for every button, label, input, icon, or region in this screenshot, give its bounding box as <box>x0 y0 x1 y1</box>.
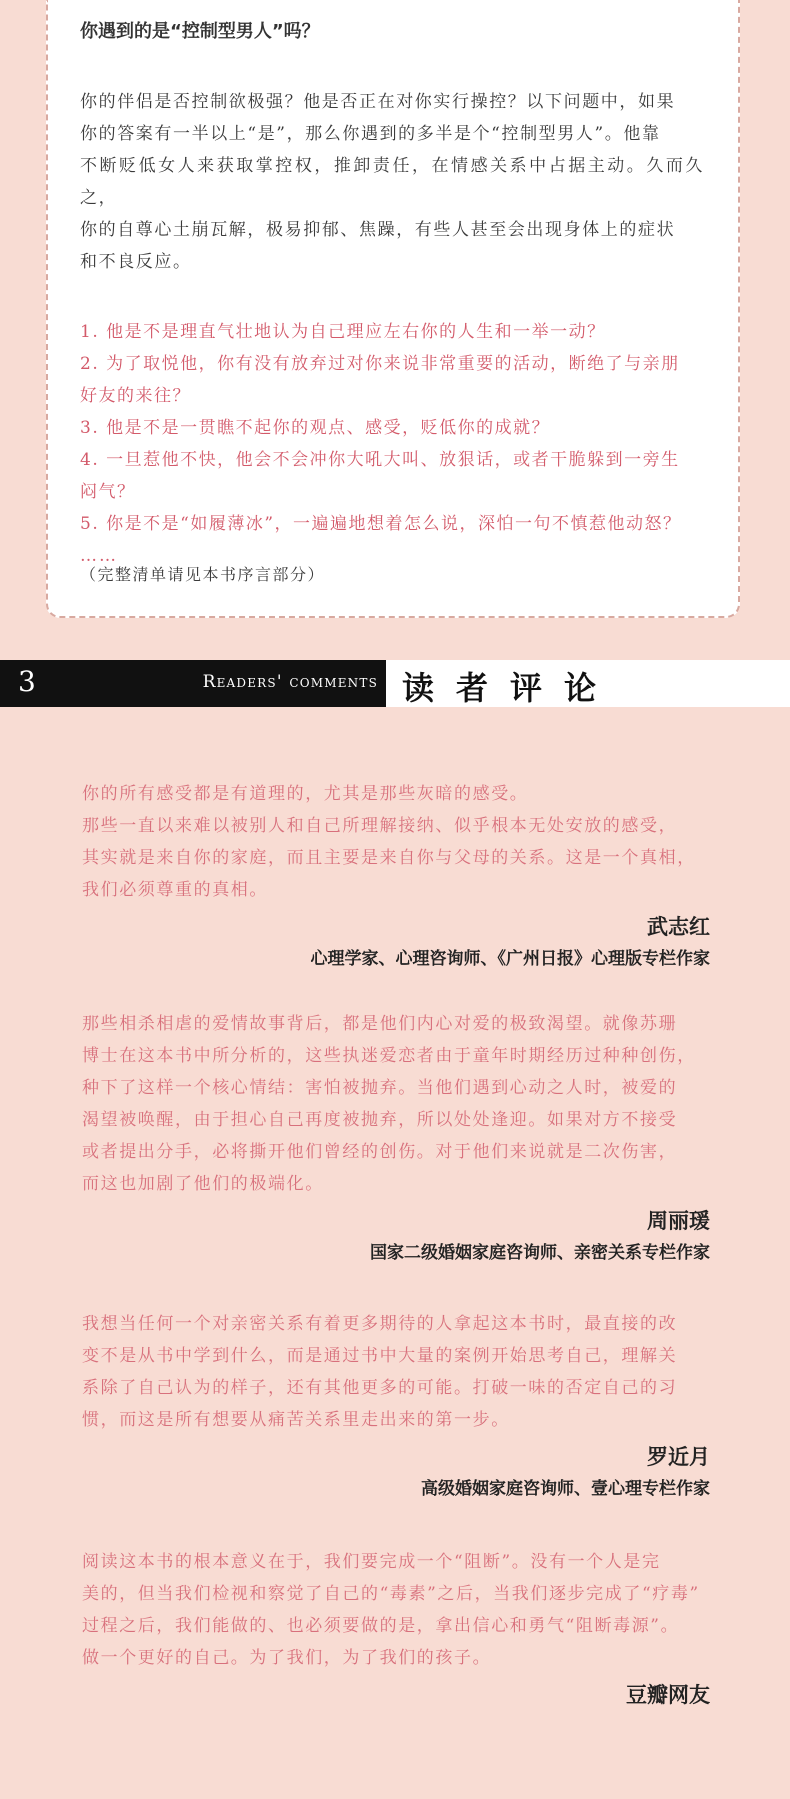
banner-black-bar <box>0 660 386 707</box>
comment-author: 豆瓣网友 <box>626 1682 710 1707</box>
comment-author: 武志红 <box>647 914 710 939</box>
question-ellipsis: …… <box>80 546 118 566</box>
section-title-english: Readers' comments <box>202 672 378 692</box>
comment-line: 做一个更好的自己。为了我们，为了我们的孩子。 <box>82 1648 492 1668</box>
intro-line: 你的伴侣是否控制欲极强？他是否正在对你实行操控？以下问题中，如果 <box>80 92 676 112</box>
question-item: 5. 你是不是“如履薄冰”，一遍遍地想着怎么说，深怕一句不慎惹他动怒？ <box>80 514 682 534</box>
comment-line: 过程之后，我们能做的、也必须要做的是，拿出信心和勇气“阻断毒源”。 <box>82 1616 680 1636</box>
comment-text <box>82 1008 710 1200</box>
quiz-note: （完整清单请见本书序言部分） <box>80 565 326 584</box>
comment-author-role: 国家二级婚姻家庭咨询师、亲密关系专栏作家 <box>370 1243 710 1263</box>
comment-line: 我们必须尊重的真相。 <box>82 880 268 900</box>
comment-text <box>82 1308 710 1436</box>
quiz-card <box>46 0 740 618</box>
comment-line: 其实就是来自你的家庭，而且主要是来自你与父母的关系。这是一个真相， <box>82 848 696 868</box>
question-item: 1. 他是不是理直气壮地认为自己理应左右你的人生和一举一动？ <box>80 322 606 342</box>
comment-author: 罗近月 <box>647 1444 710 1469</box>
question-list <box>80 316 704 572</box>
intro-line: 你的自尊心土崩瓦解，极易抑郁、焦躁，有些人甚至会出现身体上的症状 <box>80 220 676 240</box>
intro-line: 和不良反应。 <box>80 252 192 272</box>
comment-line: 那些一直以来难以被别人和自己所理解接纳、似乎根本无处安放的感受， <box>82 816 678 836</box>
comment-line: 系除了自己认为的样子，还有其他更多的可能。打破一味的否定自己的习 <box>82 1378 678 1398</box>
quiz-intro <box>80 86 704 278</box>
comment-block <box>82 1008 710 1268</box>
question-item: 闷气？ <box>80 482 136 502</box>
section-number: 3 <box>18 665 36 698</box>
comment-line: 美的，但当我们检视和察觉了自己的“毒素”之后，当我们逐步完成了“疗毒” <box>82 1584 700 1604</box>
comment-line: 惯，而这是所有想要从痛苦关系里走出来的第一步。 <box>82 1410 510 1430</box>
section-title-chinese: 读者评论 <box>402 669 619 707</box>
question-item: 3. 他是不是一贯瞧不起你的观点、感受，贬低你的成就？ <box>80 418 551 438</box>
comment-line: 阅读这本书的根本意义在于，我们要完成一个“阻断”。没有一个人是完 <box>82 1552 661 1572</box>
comment-block <box>82 778 710 974</box>
section-banner <box>0 660 790 707</box>
comment-line: 你的所有感受都是有道理的，尤其是那些灰暗的感受。 <box>82 784 529 804</box>
intro-line: 不断贬低女人来获取掌控权，推卸责任，在情感关系中占据主动。久而久之， <box>80 156 704 208</box>
comment-line: 渴望被唤醒，由于担心自己再度被抛弃，所以处处逢迎。如果对方不接受 <box>82 1110 678 1130</box>
comment-line: 种下了这样一个核心情结：害怕被抛弃。当他们遇到心动之人时，被爱的 <box>82 1078 678 1098</box>
comment-line: 变不是从书中学到什么，而是通过书中大量的案例开始思考自己，理解关 <box>82 1346 678 1366</box>
comment-text <box>82 1546 710 1674</box>
question-item: 4. 一旦惹他不快，他会不会冲你大吼大叫、放狠话，或者干脆躲到一旁生 <box>80 450 680 470</box>
question-item: 2. 为了取悦他，你有没有放弃过对你来说非常重要的活动，断绝了与亲朋 <box>80 354 680 374</box>
question-item: 好友的来往？ <box>80 386 191 406</box>
intro-line: 你的答案有一半以上“是”，那么你遇到的多半是个“控制型男人”。他靠 <box>80 124 661 144</box>
comment-line: 我想当任何一个对亲密关系有着更多期待的人拿起这本书时，最直接的改 <box>82 1314 678 1334</box>
comment-block <box>82 1546 710 1712</box>
comment-line: 而这也加剧了他们的极端化。 <box>82 1174 324 1194</box>
comment-line: 博士在这本书中所分析的，这些执迷爱恋者由于童年时期经历过种种创伤， <box>82 1046 696 1066</box>
quiz-title: 你遇到的是“控制型男人”吗？ <box>80 21 320 42</box>
comment-line: 或者提出分手，必将撕开他们曾经的创伤。对于他们来说就是二次伤害， <box>82 1142 678 1162</box>
comment-author-role: 高级婚姻家庭咨询师、壹心理专栏作家 <box>421 1479 710 1499</box>
comment-text <box>82 778 710 906</box>
comment-author: 周丽瑗 <box>647 1208 710 1233</box>
comment-author-role: 心理学家、心理咨询师、《广州日报》心理版专栏作家 <box>310 949 710 969</box>
comment-block <box>82 1308 710 1504</box>
comment-line: 那些相杀相虐的爱情故事背后，都是他们内心对爱的极致渴望。就像苏珊 <box>82 1014 678 1034</box>
